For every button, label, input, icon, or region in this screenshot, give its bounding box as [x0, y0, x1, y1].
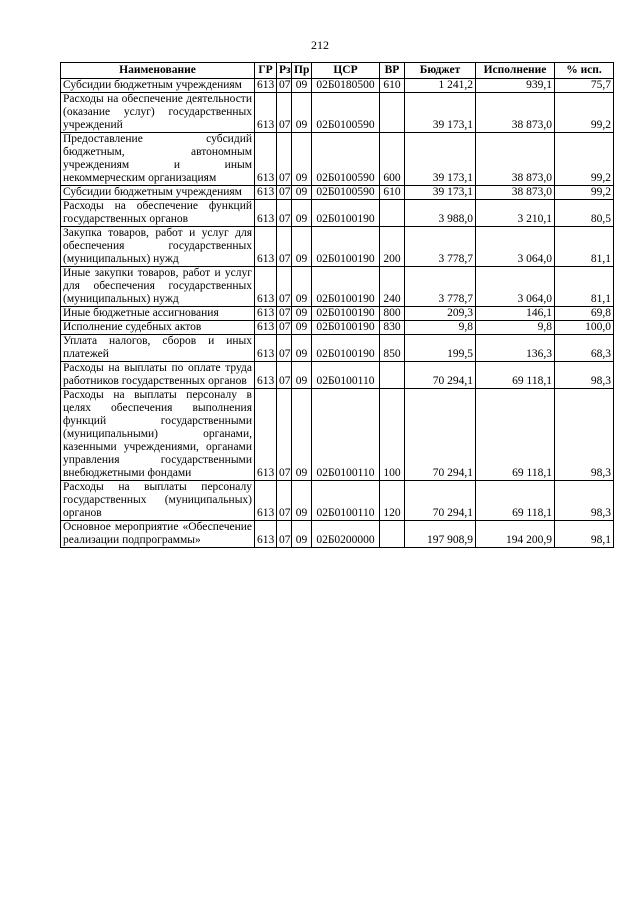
cell-pr: 09 — [292, 521, 312, 548]
cell-pct: 80,5 — [555, 200, 614, 227]
cell-vr — [380, 93, 405, 133]
cell-execution: 136,3 — [476, 335, 555, 362]
cell-budget: 9,8 — [405, 321, 476, 335]
cell-pct: 99,2 — [555, 186, 614, 200]
cell-name: Иные бюджетные ассигнования — [61, 307, 255, 321]
cell-budget: 70 294,1 — [405, 362, 476, 389]
cell-vr: 100 — [380, 389, 405, 481]
cell-vr — [380, 362, 405, 389]
cell-name: Предоставление субсидий бюджетным, автономным учреждениям и иным некоммерческим организациям — [61, 133, 255, 186]
cell-csr: 02Б0100590 — [312, 133, 380, 186]
cell-rz: 07 — [277, 521, 292, 548]
cell-pct: 75,7 — [555, 79, 614, 93]
table-row — [61, 335, 614, 362]
cell-execution: 38 873,0 — [476, 93, 555, 133]
cell-budget: 3 778,7 — [405, 267, 476, 307]
table-row — [61, 133, 614, 186]
cell-pr: 09 — [292, 93, 312, 133]
cell-name: Расходы на обеспечение деятельности (оказание услуг) государственных учреждений — [61, 93, 255, 133]
cell-pct: 99,2 — [555, 93, 614, 133]
cell-vr — [380, 521, 405, 548]
cell-execution: 69 118,1 — [476, 362, 555, 389]
cell-pr: 09 — [292, 133, 312, 186]
cell-csr: 02Б0100190 — [312, 335, 380, 362]
cell-budget: 39 173,1 — [405, 186, 476, 200]
header-gr: ГР — [255, 63, 277, 79]
cell-name: Закупка товаров, работ и услуг для обеспечения государственных (муниципальных) нужд — [61, 227, 255, 267]
cell-pr: 09 — [292, 267, 312, 307]
cell-pct: 98,3 — [555, 389, 614, 481]
table-row — [61, 389, 614, 481]
cell-rz: 07 — [277, 79, 292, 93]
cell-budget: 209,3 — [405, 307, 476, 321]
cell-gr: 613 — [255, 200, 277, 227]
table-row — [61, 186, 614, 200]
table-row — [61, 267, 614, 307]
cell-rz: 07 — [277, 335, 292, 362]
cell-execution: 3 064,0 — [476, 227, 555, 267]
cell-csr: 02Б0100190 — [312, 200, 380, 227]
cell-budget: 3 778,7 — [405, 227, 476, 267]
cell-vr: 830 — [380, 321, 405, 335]
cell-name: Иные закупки товаров, работ и услуг для обеспечения государственных (муниципальных) нужд — [61, 267, 255, 307]
cell-rz: 07 — [277, 93, 292, 133]
cell-csr: 02Б0180500 — [312, 79, 380, 93]
table-row — [61, 227, 614, 267]
cell-budget: 199,5 — [405, 335, 476, 362]
cell-vr — [380, 200, 405, 227]
cell-budget: 70 294,1 — [405, 389, 476, 481]
cell-csr: 02Б0100190 — [312, 267, 380, 307]
cell-name: Субсидии бюджетным учреждениям — [61, 186, 255, 200]
cell-gr: 613 — [255, 186, 277, 200]
cell-pct: 81,1 — [555, 267, 614, 307]
cell-vr: 850 — [380, 335, 405, 362]
cell-name: Основное мероприятие «Обеспечение реализации подпрограммы» — [61, 521, 255, 548]
cell-csr: 02Б0100190 — [312, 307, 380, 321]
cell-gr: 613 — [255, 227, 277, 267]
table-header-row — [61, 63, 614, 79]
cell-rz: 07 — [277, 321, 292, 335]
cell-budget: 39 173,1 — [405, 93, 476, 133]
cell-budget: 1 241,2 — [405, 79, 476, 93]
header-execution: Исполнение — [476, 63, 555, 79]
cell-pr: 09 — [292, 227, 312, 267]
cell-execution: 146,1 — [476, 307, 555, 321]
header-vr: ВР — [380, 63, 405, 79]
cell-pct: 69,8 — [555, 307, 614, 321]
cell-rz: 07 — [277, 186, 292, 200]
cell-execution: 3 210,1 — [476, 200, 555, 227]
cell-pct: 81,1 — [555, 227, 614, 267]
cell-execution: 9,8 — [476, 321, 555, 335]
header-name: Наименование — [61, 63, 255, 79]
cell-vr: 240 — [380, 267, 405, 307]
cell-pr: 09 — [292, 79, 312, 93]
cell-vr: 600 — [380, 133, 405, 186]
cell-rz: 07 — [277, 267, 292, 307]
cell-vr: 800 — [380, 307, 405, 321]
cell-gr: 613 — [255, 133, 277, 186]
cell-pr: 09 — [292, 321, 312, 335]
cell-pct: 98,3 — [555, 481, 614, 521]
cell-name: Исполнение судебных актов — [61, 321, 255, 335]
cell-pr: 09 — [292, 389, 312, 481]
table-row — [61, 79, 614, 93]
cell-pct: 99,2 — [555, 133, 614, 186]
cell-csr: 02Б0200000 — [312, 521, 380, 548]
header-rz: Рз — [277, 63, 292, 79]
table-row — [61, 307, 614, 321]
cell-vr: 610 — [380, 79, 405, 93]
cell-gr: 613 — [255, 362, 277, 389]
table-body — [61, 79, 614, 548]
cell-pct: 98,3 — [555, 362, 614, 389]
cell-vr: 610 — [380, 186, 405, 200]
cell-gr: 613 — [255, 335, 277, 362]
cell-pct: 68,3 — [555, 335, 614, 362]
budget-table — [60, 62, 614, 548]
cell-name: Расходы на выплаты персоналу в целях обеспечения выполнения функций государственными (муниципальными) органами, казенными учреждениями, органами управления государственными внебюджетными фондами — [61, 389, 255, 481]
cell-gr: 613 — [255, 521, 277, 548]
cell-pr: 09 — [292, 200, 312, 227]
page-number: 212 — [311, 38, 329, 52]
cell-pr: 09 — [292, 335, 312, 362]
cell-execution: 939,1 — [476, 79, 555, 93]
header-pct: % исп. — [555, 63, 614, 79]
cell-gr: 613 — [255, 481, 277, 521]
cell-csr: 02Б0100110 — [312, 481, 380, 521]
cell-budget: 197 908,9 — [405, 521, 476, 548]
cell-execution: 194 200,9 — [476, 521, 555, 548]
cell-rz: 07 — [277, 362, 292, 389]
cell-csr: 02Б0100590 — [312, 93, 380, 133]
cell-gr: 613 — [255, 79, 277, 93]
cell-csr: 02Б0100110 — [312, 389, 380, 481]
cell-rz: 07 — [277, 200, 292, 227]
table-row — [61, 481, 614, 521]
cell-gr: 613 — [255, 307, 277, 321]
table-row — [61, 93, 614, 133]
table-row — [61, 321, 614, 335]
cell-execution: 69 118,1 — [476, 389, 555, 481]
cell-rz: 07 — [277, 481, 292, 521]
header-csr: ЦСР — [312, 63, 380, 79]
cell-csr: 02Б0100190 — [312, 227, 380, 267]
cell-name: Уплата налогов, сборов и иных платежей — [61, 335, 255, 362]
header-pr: Пр — [292, 63, 312, 79]
table-row — [61, 521, 614, 548]
cell-rz: 07 — [277, 133, 292, 186]
cell-pr: 09 — [292, 362, 312, 389]
cell-rz: 07 — [277, 389, 292, 481]
cell-pct: 98,1 — [555, 521, 614, 548]
table-row — [61, 200, 614, 227]
table-row — [61, 362, 614, 389]
cell-pct: 100,0 — [555, 321, 614, 335]
cell-budget: 70 294,1 — [405, 481, 476, 521]
cell-gr: 613 — [255, 389, 277, 481]
cell-pr: 09 — [292, 307, 312, 321]
cell-vr: 200 — [380, 227, 405, 267]
cell-name: Расходы на выплаты персоналу государственных (муниципальных) органов — [61, 481, 255, 521]
cell-pr: 09 — [292, 481, 312, 521]
cell-name: Субсидии бюджетным учреждениям — [61, 79, 255, 93]
cell-gr: 613 — [255, 267, 277, 307]
cell-csr: 02Б0100110 — [312, 362, 380, 389]
cell-name: Расходы на выплаты по оплате труда работников государственных органов — [61, 362, 255, 389]
cell-name: Расходы на обеспечение функций государственных органов — [61, 200, 255, 227]
cell-gr: 613 — [255, 321, 277, 335]
cell-execution: 69 118,1 — [476, 481, 555, 521]
header-budget: Бюджет — [405, 63, 476, 79]
cell-execution: 3 064,0 — [476, 267, 555, 307]
cell-execution: 38 873,0 — [476, 186, 555, 200]
cell-gr: 613 — [255, 93, 277, 133]
cell-pr: 09 — [292, 186, 312, 200]
cell-budget: 3 988,0 — [405, 200, 476, 227]
cell-rz: 07 — [277, 307, 292, 321]
cell-csr: 02Б0100190 — [312, 321, 380, 335]
cell-vr: 120 — [380, 481, 405, 521]
cell-csr: 02Б0100590 — [312, 186, 380, 200]
cell-execution: 38 873,0 — [476, 133, 555, 186]
cell-rz: 07 — [277, 227, 292, 267]
cell-budget: 39 173,1 — [405, 133, 476, 186]
